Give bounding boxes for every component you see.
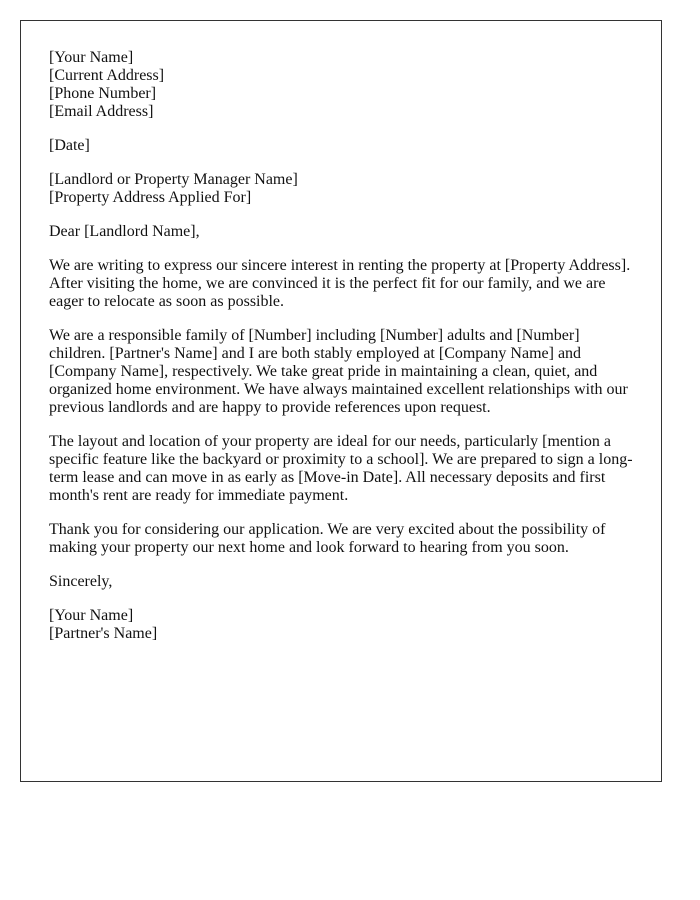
body-paragraph: Thank you for considering our application. We are very excited about the possibility of making your property our next home and look forward to hearing from you soon.: [49, 521, 606, 556]
body-paragraph: We are writing to express our sincere interest in renting the property at [Property Address]. After visiting the home, we are convinced it is the perfect fit for our family, and we are eager to relocate as soon as possible.: [49, 257, 631, 310]
body-paragraph: We are a responsible family of [Number] including [Number] adults and [Number] children. [Partner's Name] and I are both stably employed at [Company Name] and [Company Name], respectively. We take great pride in maintaining a clean, quiet, and organized home environment. We have always maintained excellent relationships with our previous landlords and are happy to provide references upon request.: [49, 327, 628, 416]
sender-address: [Current Address]: [49, 67, 165, 84]
sender-block: [49, 49, 635, 121]
letter-page: [20, 20, 662, 782]
body-paragraph: The layout and location of your property are ideal for our needs, particularly [mention a specific feature like the backyard or proximity to a school]. We are prepared to sign a long-term lease and can move in as early as [Move-in Date]. All necessary deposits and first month's rent are ready for immediate payment.: [49, 433, 633, 504]
signature-partner-name: [Partner's Name]: [49, 625, 158, 642]
sender-email: [Email Address]: [49, 103, 154, 120]
closing: Sincerely,: [49, 573, 113, 590]
recipient-name: [Landlord or Property Manager Name]: [49, 171, 298, 188]
sender-phone: [Phone Number]: [49, 85, 157, 102]
sender-name: [Your Name]: [49, 49, 134, 66]
signature-your-name: [Your Name]: [49, 607, 134, 624]
recipient-address: [Property Address Applied For]: [49, 189, 252, 206]
signature-block: [49, 607, 635, 643]
letter-date: [Date]: [49, 137, 90, 154]
recipient-block: [49, 171, 635, 207]
salutation: Dear [Landlord Name],: [49, 223, 200, 240]
